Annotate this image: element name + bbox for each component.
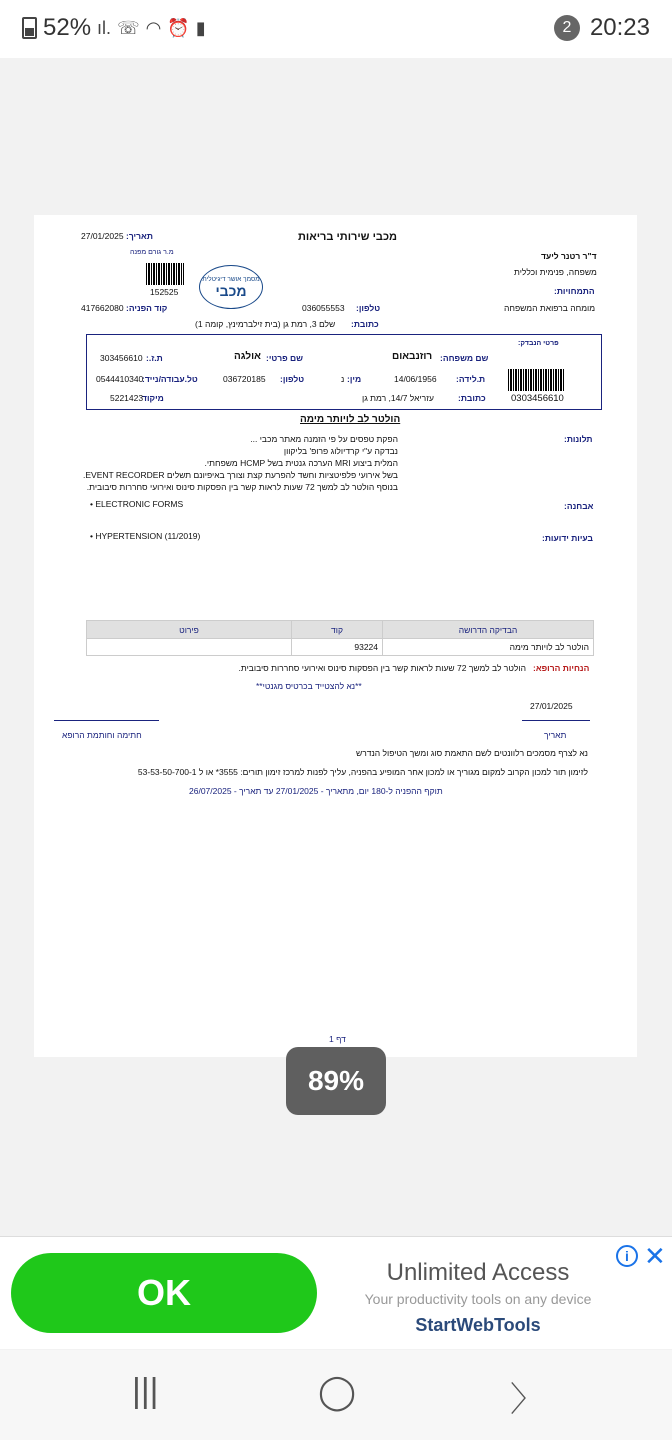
notification-count-badge: 2: [554, 15, 580, 41]
column-header: הבדיקה הדרושה: [383, 621, 594, 639]
validity-note: תוקף ההפניה ל-180 יום, מתאריך - 27/01/2025 עד תאריך - 26/07/2025: [189, 786, 443, 796]
diagnosis-label: אבחנה:: [564, 501, 594, 511]
doctor-address-label: כתובת:: [351, 319, 379, 329]
complaint-line: הפקת טפסים על פי הזמנה מאתר מכבי ...: [250, 434, 398, 444]
patient-section-label: פרטי הנבדק:: [518, 340, 559, 347]
table-cell: הולטר לב לויותר מימה: [383, 639, 594, 656]
ad-brand-logo[interactable]: StartWebTools: [415, 1315, 541, 1335]
table-cell: [87, 639, 292, 656]
magnetic-card-note: **נא להצטייד בכרטיס מגנטי**: [256, 681, 362, 691]
ad-info-icon[interactable]: i: [616, 1245, 638, 1267]
column-header: פירוט: [87, 621, 292, 639]
ad-title[interactable]: Unlimited Access: [386, 1259, 570, 1286]
specialties-label: התמחויות:: [554, 286, 595, 296]
column-header: קוד: [292, 621, 383, 639]
zoom-indicator: 89%: [286, 1047, 386, 1115]
table-cell: 93224: [292, 639, 383, 656]
first-name-label: שם פרטי:: [266, 353, 304, 363]
doctor-name: ד"ר רטנר ליעד: [541, 251, 597, 261]
signal-icon: ıl.: [97, 17, 112, 38]
wifi-call-icon: ☏: [117, 17, 140, 38]
zip-label: מיקוד: [142, 393, 164, 403]
doctor-phone-value: 036055553: [302, 303, 345, 313]
doctor-address-value: שלם 3, רמת גן (בית זילברמינץ, קומה 1): [195, 319, 336, 329]
signature-date: 27/01/2025: [530, 701, 573, 711]
doctor-barcode-number: 152525: [150, 287, 179, 297]
document-page[interactable]: [34, 215, 637, 1057]
date-label: תאריך:: [126, 231, 153, 241]
patient-address-label: כתובת:: [458, 393, 486, 403]
doctor-phone-label: טלפון:: [356, 303, 381, 313]
last-name-label: שם משפחה:: [440, 353, 489, 363]
zip-value: 5221423: [110, 393, 144, 403]
maccabi-logo: [199, 265, 263, 309]
signature-caption: חתימה וחותמת הרופא: [62, 730, 142, 740]
logo-wordmark: מכבי: [215, 282, 247, 299]
battery-saver-icon: ▮: [195, 17, 206, 38]
recents-icon[interactable]: |||: [132, 1372, 159, 1410]
battery-percent: 52%: [43, 14, 92, 41]
wifi-icon: ◠: [145, 17, 162, 38]
patient-barcode: [508, 369, 564, 391]
alarm-icon: ⏰: [167, 17, 190, 38]
patient-phone-value: 036720185: [223, 374, 266, 384]
specialty-value: מומחה ברפואת המשפחה: [504, 303, 596, 313]
appointment-note: לזימון תור למכון הקרוב למקום מגוריך או למכון אחר המופיע בהפניה, עליך לפנות למרכז זימון תורים: 3555* או ל 53-53-50-700-1: [137, 767, 588, 777]
last-name-value: רוזנבאום: [392, 351, 433, 362]
document-title: מכבי שירותי בריאות: [298, 231, 398, 243]
id-label: ת.ז.:: [146, 353, 163, 363]
ad-ok-button[interactable]: OK: [11, 1253, 317, 1333]
clock: 20:23: [589, 14, 650, 41]
complaint-line: בשל אירועי פלפיטציות וחשד להפרעת קצת וצורך באיפיונם תשלים EVENT RECORDER.: [82, 470, 398, 480]
doctor-specialty: משפחה, פנימית וכללית: [514, 267, 597, 277]
table-row: [87, 639, 594, 656]
logo-caption: מסמך אושר דיגיטלית: [202, 275, 260, 283]
diagnosis-value: • ELECTRONIC FORMS: [90, 499, 184, 509]
patient-barcode-number: 0303456610: [511, 393, 564, 404]
date-line: [522, 720, 590, 721]
attach-docs-note: נא לצרף מסמכים רלוונטים לשם התאמת סוג ומשך הטיפול הנדרש: [356, 748, 588, 758]
mobile-label: טל.עבודה/נייד:: [142, 374, 198, 384]
ad-subtitle[interactable]: Your productivity tools on any device: [364, 1291, 592, 1307]
referral-code-value: 417662080: [81, 303, 124, 313]
complaint-line: המלית ביצוע MRI הערכה גנטית בשל HCMP משפחתי.: [204, 458, 398, 468]
home-icon[interactable]: ◯: [318, 1373, 357, 1411]
referral-title: הולטר לב לויותר מימה: [300, 414, 401, 425]
known-problems-label: בעיות ידועות:: [542, 533, 593, 543]
mobile-value: 0544410340: [96, 374, 144, 384]
sex-value: נ: [341, 374, 345, 384]
tests-table: [86, 620, 594, 656]
referral-code-label: קוד הפניה:: [126, 303, 168, 313]
date-caption: תאריך: [544, 730, 567, 740]
table-header-row: [87, 621, 594, 639]
doctor-instructions-label: הנחיות הרופא:: [533, 663, 590, 673]
complaints-label: תלונות:: [564, 434, 593, 444]
status-left: [22, 14, 206, 42]
signature-line: [54, 720, 159, 721]
patient-address-value: עזריאל 14/7, רמת גן: [362, 393, 434, 403]
ad-banner[interactable]: [0, 1236, 672, 1349]
battery-icon: [22, 17, 37, 39]
issuer-label: מ.ר גורם מפנה: [130, 249, 174, 256]
status-bar: [0, 0, 672, 58]
dob-label: ת.לידה:: [456, 374, 486, 384]
navigation-bar: [0, 1350, 672, 1440]
sex-label: מין:: [347, 374, 362, 384]
ad-close-icon[interactable]: ✕: [644, 1241, 666, 1271]
known-problems-value: • HYPERTENSION (11/2019): [90, 531, 201, 541]
first-name-value: אולגה: [234, 351, 261, 362]
doctor-instructions-value: הולטר לב למשך 72 שעות לראות קשר בין הפסקות סינוס ואירועי סחררות סיבובית.: [238, 663, 526, 673]
status-right: [554, 14, 650, 42]
patient-phone-label: טלפון:: [280, 374, 305, 384]
back-icon[interactable]: 〉: [510, 1381, 544, 1419]
dob-value: 14/06/1956: [394, 374, 437, 384]
doctor-barcode: [146, 263, 184, 285]
complaint-line: בנוסף הולטר לב למשך 72 שעות לראות קשר בין הפסקות סינוס ואירועי סחררות סיבובית.: [86, 482, 398, 492]
id-value: 303456610: [100, 353, 143, 363]
date-value: 27/01/2025: [81, 231, 124, 241]
complaint-line: נבדקה ע"י קרדיולוג פרופ' בליקוון: [283, 446, 398, 456]
page-number: דף 1: [329, 1034, 346, 1044]
